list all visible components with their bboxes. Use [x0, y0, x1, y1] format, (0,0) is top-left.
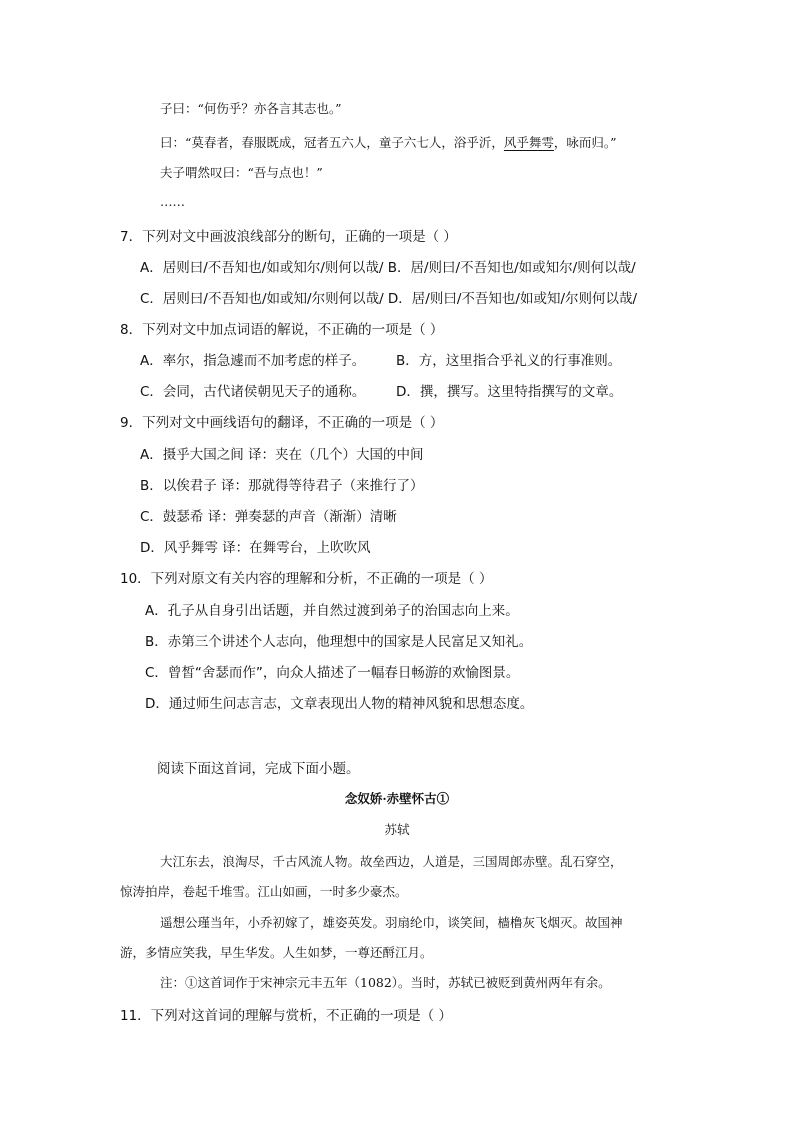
passage-line-3: 夫子喟然叹曰：“吾与点也！” [160, 165, 323, 180]
q7-options-row-1: A．居则曰/不吾知也/如或知尔/则何以哉/ B．居/则曰/不吾知也/如或知尔/则何以哉/ [140, 260, 636, 276]
poem-footnote: 注：①这首词作于宋神宗元丰五年（1082）。当时，苏轼已被贬到黄州两年有余。 [160, 975, 611, 990]
q9-option-a: A．摄乎大国之间 译：夹在（几个）大国的中间 [140, 447, 424, 463]
q9-option-c: C．鼓瑟希 译：弹奏瑟的声音（渐渐）清晰 [140, 509, 397, 525]
q10-option-c: C．曾皙“舍瑟而作”，向众人描述了一幅春日畅游的欢愉图景。 [145, 665, 520, 681]
q9-stem: 9．下列对文中画线语句的翻译，不正确的一项是（ ） [120, 415, 444, 431]
passage-line-1: 子曰：“何伤乎？亦各言其志也。” [160, 101, 342, 116]
poem-stanza-1-line-2: 惊涛拍岸，卷起千堆雪。江山如画，一时多少豪杰。 [120, 884, 408, 899]
passage-ellipsis: …… [160, 194, 185, 209]
q10-option-d: D．通过师生问志言志，文章表现出人物的精神风貌和思想态度。 [145, 696, 534, 712]
poem-stanza-2-line-1: 遥想公瑾当年，小乔初嫁了，雄姿英发。羽扇纶巾，谈笑间，樯橹灰飞烟灭。故国神 [160, 915, 623, 930]
q9-option-b: B．以俟君子 译：那就得等待君子（来推行了） [140, 478, 424, 494]
q8-option-d: D．撰，撰写。这里特指撰写的文章。 [396, 384, 623, 400]
q8-option-c: C．会同，古代诸侯朝见天子的通称。 [140, 384, 366, 400]
q10-option-a: A．孔子从自身引出话题，并自然过渡到弟子的治国志向上来。 [145, 603, 519, 619]
q8-stem: 8．下列对文中加点词语的解说，不正确的一项是（ ） [120, 322, 444, 338]
poem-stanza-2-line-2: 游，多情应笑我，早生华发。人生如梦，一尊还酹江月。 [120, 945, 433, 960]
q11-stem: 11．下列对这首词的理解与赏析，不正确的一项是（ ） [120, 1008, 452, 1024]
poem-author: 苏轼 [384, 822, 410, 837]
poem-title: 念奴娇·赤壁怀古① [344, 791, 450, 806]
q7-stem: 7．下列对文中画波浪线部分的断句，正确的一项是（ ） [120, 229, 457, 245]
underlined-phrase: 风乎舞雩 [503, 135, 554, 150]
q8-option-b: B．方，这里指合乎礼义的行事准则。 [396, 353, 622, 369]
q7-options-row-2: C．居则曰/不吾知也/如或知/尔则何以哉/ D．居/则曰/不吾知也/如或知/尔则何以哉/ [140, 291, 638, 307]
passage-line-2-post: ，咏而归。” [553, 135, 617, 150]
passage-line-2-pre: 曰：“莫春者，春服既成，冠者五六人，童子六七人，浴乎沂， [160, 135, 504, 150]
passage-line-2 [160, 133, 617, 153]
poem-intro: 阅读下面这首词，完成下面小题。 [157, 761, 360, 777]
q9-option-d: D．风乎舞雩 译：在舞雩台，上吹吹风 [140, 540, 371, 556]
poem-stanza-1-line-1: 大江东去，浪淘尽，千古风流人物。故垒西边，人道是，三国周郎赤壁。乱石穿空， [160, 854, 623, 869]
q10-stem: 10．下列对原文有关内容的理解和分析，不正确的一项是（ ） [120, 571, 493, 587]
q8-option-a: A．率尔，指急遽而不加考虑的样子。 [140, 353, 366, 369]
q10-option-b: B．赤第三个讲述个人志向，他理想中的国家是人民富足又知礼。 [145, 634, 533, 650]
